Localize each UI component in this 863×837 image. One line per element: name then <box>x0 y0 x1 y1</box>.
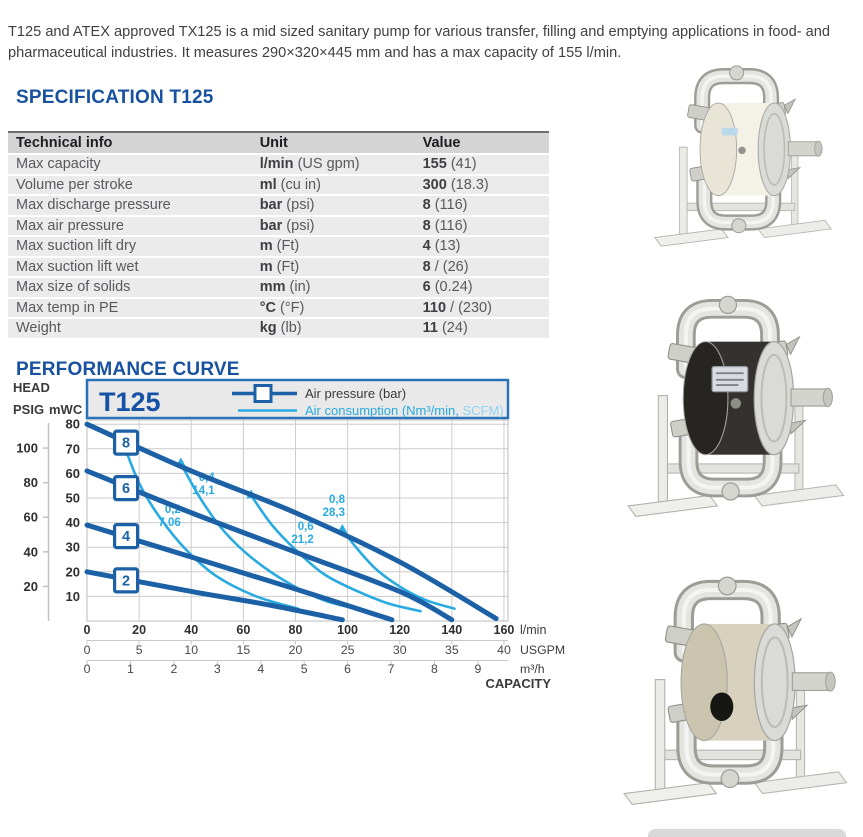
svg-text:160: 160 <box>493 623 515 637</box>
table-row <box>8 299 549 318</box>
svg-text:40: 40 <box>23 544 38 560</box>
pump-photo-3 <box>610 552 858 837</box>
bottom-bar <box>648 829 846 837</box>
cell-unit-4: m (Ft) <box>252 237 415 256</box>
chart-svg <box>0 375 590 705</box>
svg-text:60: 60 <box>65 465 80 481</box>
svg-text:120: 120 <box>389 623 411 637</box>
svg-text:0: 0 <box>83 662 91 676</box>
svg-text:Air pressure (bar): Air pressure (bar) <box>305 386 407 401</box>
svg-text:20: 20 <box>132 623 147 637</box>
svg-text:100: 100 <box>16 440 38 456</box>
svg-text:100: 100 <box>337 623 359 637</box>
pump-photo-2 <box>612 272 857 548</box>
cell-value-5: 8 / (26) <box>415 258 549 277</box>
spec-table <box>8 129 549 340</box>
cell-value-3: 8 (116) <box>415 217 549 236</box>
svg-text:50: 50 <box>65 490 80 506</box>
svg-text:21,2: 21,2 <box>291 533 314 546</box>
cell-label-6: Max size of solids <box>8 278 252 297</box>
cell-label-2: Max discharge pressure <box>8 196 252 215</box>
svg-text:40: 40 <box>65 515 80 531</box>
svg-text:HEAD: HEAD <box>13 380 50 395</box>
cell-unit-2: bar (psi) <box>252 196 415 215</box>
svg-text:0,8: 0,8 <box>328 493 345 506</box>
cell-value-2: 8 (116) <box>415 196 549 215</box>
cell-unit-0: l/min (US gpm) <box>252 155 415 174</box>
table-row <box>8 278 549 297</box>
pump-photo-1 <box>632 46 852 272</box>
cell-unit-5: m (Ft) <box>252 258 415 277</box>
cell-value-6: 6 (0.24) <box>415 278 549 297</box>
svg-text:USGPM: USGPM <box>520 643 566 657</box>
column-value: Value <box>415 131 549 153</box>
svg-text:8: 8 <box>122 435 131 452</box>
cell-value-7: 110 / (230) <box>415 299 549 318</box>
svg-text:6: 6 <box>122 481 131 498</box>
svg-text:3: 3 <box>213 662 221 676</box>
svg-text:Air consumption (Nm³/min, SCFM: Air consumption (Nm³/min, SCFM) <box>305 403 504 418</box>
svg-text:0: 0 <box>83 623 91 637</box>
table-row <box>8 217 549 236</box>
intro-line-1: T125 and ATEX approved TX125 is a mid sized sanitary pump for various transfer, filling and emptying applications in food- and <box>8 23 831 40</box>
table-row <box>8 319 549 338</box>
svg-text:80: 80 <box>288 623 303 637</box>
cell-unit-3: bar (psi) <box>252 217 415 236</box>
cell-unit-7: °C (°F) <box>252 299 415 318</box>
svg-text:80: 80 <box>65 416 80 432</box>
svg-text:PSIG: PSIG <box>13 402 45 417</box>
svg-text:40: 40 <box>184 623 199 637</box>
svg-text:0,2: 0,2 <box>164 503 181 516</box>
table-row <box>8 196 549 215</box>
pump-photo-3-drawing <box>610 552 858 837</box>
svg-text:4: 4 <box>122 529 131 546</box>
cell-label-3: Max air pressure <box>8 217 252 236</box>
air-pressure-curve-6bar <box>87 471 452 620</box>
svg-text:80: 80 <box>23 475 38 491</box>
svg-text:8: 8 <box>431 662 438 676</box>
table-row <box>8 258 549 277</box>
cell-unit-6: mm (in) <box>252 278 415 297</box>
svg-text:140: 140 <box>441 623 463 637</box>
svg-text:40: 40 <box>497 643 511 657</box>
cell-value-4: 4 (13) <box>415 237 549 256</box>
cell-label-0: Max capacity <box>8 155 252 174</box>
svg-text:60: 60 <box>236 623 251 637</box>
svg-text:5: 5 <box>300 662 308 676</box>
svg-text:9: 9 <box>474 662 482 676</box>
svg-text:5: 5 <box>135 643 143 657</box>
cell-value-1: 300 (18.3) <box>415 176 549 195</box>
chart-title: T125 <box>99 387 161 417</box>
svg-text:14,1: 14,1 <box>192 484 215 497</box>
svg-text:35: 35 <box>444 643 459 657</box>
pump-photo-2-drawing <box>612 272 857 548</box>
svg-text:l/min: l/min <box>520 623 547 637</box>
svg-text:70: 70 <box>65 441 80 457</box>
cell-label-1: Volume per stroke <box>8 176 252 195</box>
intro-line-2: pharmaceutical industries. It measures 290×320×445 mm and has a max capacity of 155 l/min. <box>8 44 622 61</box>
performance-chart <box>0 375 590 705</box>
cell-label-8: Weight <box>8 319 252 338</box>
svg-text:30: 30 <box>65 539 80 555</box>
svg-text:m³/h: m³/h <box>520 662 545 676</box>
table-row <box>8 176 549 195</box>
svg-text:20: 20 <box>23 578 38 594</box>
svg-text:2: 2 <box>122 573 131 590</box>
svg-text:2: 2 <box>170 662 178 676</box>
cell-value-8: 11 (24) <box>415 319 549 338</box>
svg-text:0: 0 <box>83 643 91 657</box>
cell-unit-8: kg (lb) <box>252 319 415 338</box>
svg-text:30: 30 <box>392 643 407 657</box>
table-header-row <box>8 131 549 153</box>
svg-text:1: 1 <box>127 662 134 676</box>
svg-text:7: 7 <box>387 662 395 676</box>
svg-text:0,4: 0,4 <box>198 471 215 484</box>
table-row <box>8 155 549 174</box>
table-row <box>8 237 549 256</box>
svg-text:mWC: mWC <box>49 402 83 417</box>
cell-label-7: Max temp in PE <box>8 299 252 318</box>
cell-label-4: Max suction lift dry <box>8 237 252 256</box>
svg-text:20: 20 <box>65 564 80 580</box>
svg-text:7,06: 7,06 <box>158 516 181 529</box>
svg-text:6: 6 <box>344 662 352 676</box>
column-technical-info: Technical info <box>8 131 252 153</box>
svg-text:10: 10 <box>65 588 80 604</box>
svg-text:60: 60 <box>23 509 38 525</box>
svg-text:28,3: 28,3 <box>322 506 345 519</box>
svg-text:10: 10 <box>184 643 199 657</box>
cell-label-5: Max suction lift wet <box>8 258 252 277</box>
spec-heading: SPECIFICATION T125 <box>16 86 214 108</box>
svg-text:4: 4 <box>257 662 265 676</box>
perf-heading: PERFORMANCE CURVE <box>16 358 240 380</box>
svg-text:0,6: 0,6 <box>297 520 314 533</box>
svg-text:25: 25 <box>340 643 355 657</box>
svg-text:15: 15 <box>236 643 251 657</box>
column-unit: Unit <box>252 131 415 153</box>
pump-photo-1-drawing <box>632 46 852 272</box>
cell-unit-1: ml (cu in) <box>252 176 415 195</box>
svg-text:20: 20 <box>288 643 303 657</box>
svg-text:CAPACITY: CAPACITY <box>485 676 551 691</box>
cell-value-0: 155 (41) <box>415 155 549 174</box>
